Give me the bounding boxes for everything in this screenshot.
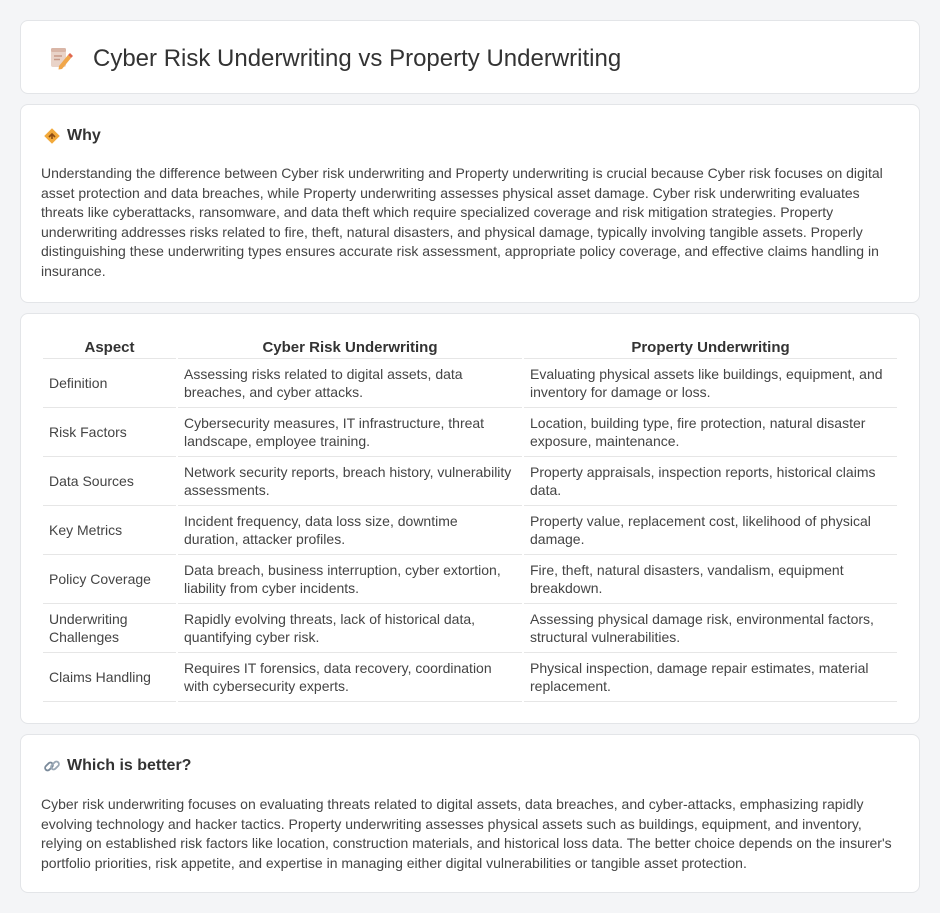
- aspect-cell: Underwriting Challenges: [43, 604, 176, 653]
- aspect-cell: Definition: [43, 359, 176, 408]
- why-heading-row: [43, 127, 101, 145]
- link-icon: [43, 757, 61, 775]
- cyber-cell: Requires IT forensics, data recovery, coordination with cybersecurity experts.: [178, 653, 522, 702]
- header-cyber: Cyber Risk Underwriting: [178, 336, 522, 359]
- why-text: Understanding the difference between Cyber risk underwriting and Property underwriting is crucial because Cyber risk focuses on digital asset protection and data breaches, while Property underwriting assesses physical asset damage. Cyber risk underwriting evaluates threats like cyberattacks, ransomware, and data theft which require specialized coverage and risk mitigation strategies. Property underwriting addresses risks related to fire, theft, natural disasters, and physical damage, typically involving tangible assets. Properly distinguishing these underwriting types ensures accurate risk assessment, appropriate policy coverage, and effective claims handling in insurance.: [41, 165, 883, 279]
- better-text: Cyber risk underwriting focuses on evaluating threats related to digital assets, data breaches, and cyber-attacks, emphasizing rapidly evolving technology and hacker tactics. Property underwriting assesses physical assets such as buildings, equipment, and inventory, relying on established risk factors like location, construction materials, and historical loss data. The better choice depends on the insurer's portfolio priorities, risk appetite, and expertise in managing either digital vulnerabilities or tangible asset protection.: [41, 796, 892, 871]
- why-heading: Why: [67, 127, 101, 144]
- better-heading-row: [43, 757, 191, 775]
- cyber-cell: Rapidly evolving threats, lack of historical data, quantifying cyber risk.: [178, 604, 522, 653]
- cyber-cell: Network security reports, breach history, vulnerability assessments.: [178, 457, 522, 506]
- better-heading: Which is better?: [67, 757, 192, 774]
- why-section: [20, 104, 920, 303]
- property-cell: Property appraisals, inspection reports, historical claims data.: [524, 457, 897, 506]
- table-header-row: [43, 336, 897, 359]
- table-row: [43, 457, 897, 506]
- cyber-cell: Assessing risks related to digital assets, data breaches, and cyber attacks.: [178, 359, 522, 408]
- cyber-cell: Cybersecurity measures, IT infrastructure, threat landscape, employee training.: [178, 408, 522, 457]
- table-row: [43, 506, 897, 555]
- property-cell: Fire, theft, natural disasters, vandalism, equipment breakdown.: [524, 555, 897, 604]
- table-row: [43, 359, 897, 408]
- cyber-cell: Incident frequency, data loss size, downtime duration, attacker profiles.: [178, 506, 522, 555]
- header-aspect: Aspect: [43, 336, 176, 359]
- property-cell: Location, building type, fire protection, natural disaster exposure, maintenance.: [524, 408, 897, 457]
- aspect-cell: Policy Coverage: [43, 555, 176, 604]
- aspect-cell: Key Metrics: [43, 506, 176, 555]
- table-row: [43, 653, 897, 702]
- header-property: Property Underwriting: [524, 336, 897, 359]
- table-row: [43, 604, 897, 653]
- table-row: [43, 408, 897, 457]
- table-row: [43, 555, 897, 604]
- diamond-signpost-icon: [43, 127, 61, 145]
- comparison-table: [41, 336, 899, 702]
- property-cell: Property value, replacement cost, likelihood of physical damage.: [524, 506, 897, 555]
- property-cell: Evaluating physical assets like buildings, equipment, and inventory for damage or loss.: [524, 359, 897, 408]
- cyber-cell: Data breach, business interruption, cyber extortion, liability from cyber incidents.: [178, 555, 522, 604]
- aspect-cell: Data Sources: [43, 457, 176, 506]
- aspect-cell: Claims Handling: [43, 653, 176, 702]
- which-is-better-section: [20, 734, 920, 893]
- property-cell: Assessing physical damage risk, environmental factors, structural vulnerabilities.: [524, 604, 897, 653]
- property-cell: Physical inspection, damage repair estimates, material replacement.: [524, 653, 897, 702]
- header-card: [20, 20, 920, 94]
- document-pencil-icon: [47, 45, 73, 71]
- page-title: Cyber Risk Underwriting vs Property Underwriting: [93, 45, 622, 72]
- comparison-table-card: [20, 313, 920, 724]
- aspect-cell: Risk Factors: [43, 408, 176, 457]
